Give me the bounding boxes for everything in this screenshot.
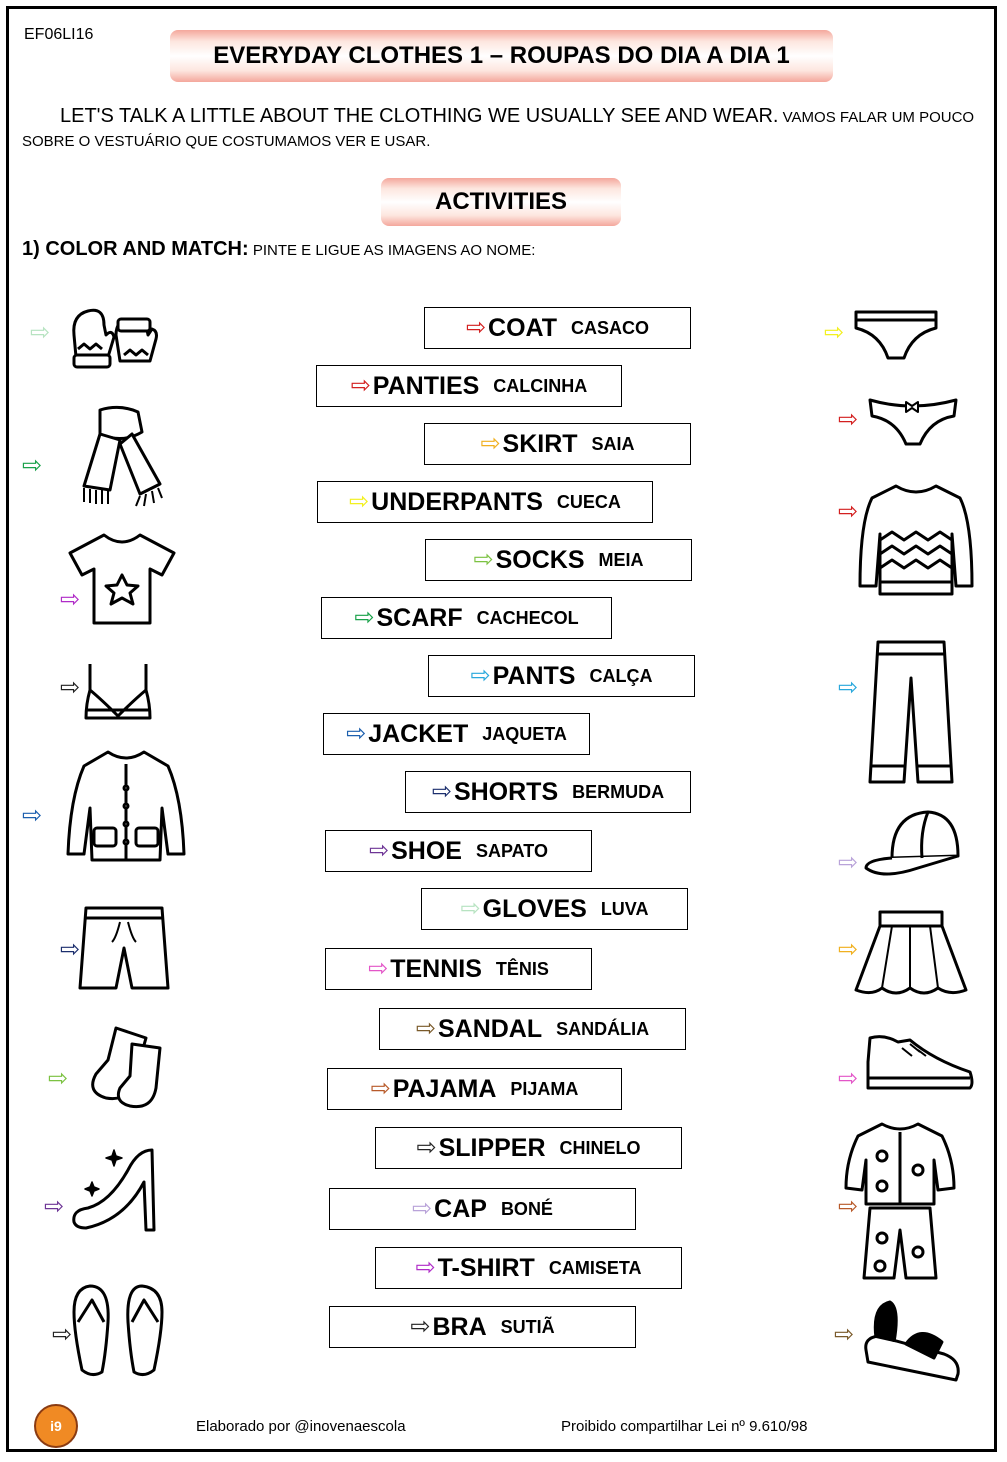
skirt-icon [852, 908, 970, 998]
arrow-icon: ⇨ [349, 488, 370, 515]
arrow-icon: ⇨ [431, 778, 452, 805]
word-english: PANTIES [372, 371, 480, 400]
tshirt-icon [66, 531, 178, 627]
arrow-icon: ⇨ [480, 430, 501, 457]
word-english: CAP [434, 1194, 487, 1223]
underpants-icon [852, 308, 940, 362]
word-box-cap [329, 1188, 636, 1230]
word-box-pants [428, 655, 695, 697]
word-box-pajama [327, 1068, 622, 1110]
cap-icon [862, 808, 962, 884]
word-english: SHORTS [453, 777, 559, 806]
intro-portuguese: VAMOS FALAR UM POUCO SOBRE O VESTUÁRIO QUE COSTUMAMOS VER E USAR. [22, 109, 975, 150]
skill-code: EF06LI16 [24, 26, 94, 43]
word-portuguese: BERMUDA [572, 781, 665, 802]
high-heel-shoe-icon [68, 1142, 160, 1234]
right-arrow-underpants: ⇨ [824, 319, 845, 346]
word-portuguese: CASACO [571, 317, 650, 338]
right-arrow-sandal: ⇨ [834, 1321, 855, 1348]
left-arrow-flipflops: ⇨ [52, 1321, 73, 1348]
word-box-shoe [325, 830, 592, 872]
word-english: SCARF [376, 603, 463, 632]
left-arrow-tshirt: ⇨ [60, 586, 81, 613]
left-arrow-shorts: ⇨ [60, 936, 81, 963]
word-portuguese: CALCINHA [493, 375, 588, 396]
right-arrow-skirt: ⇨ [838, 936, 859, 963]
logo-text: i9 [50, 1418, 62, 1434]
left-arrow-bra: ⇨ [60, 674, 81, 701]
word-box-bra [329, 1306, 636, 1348]
arrow-icon: ⇨ [346, 720, 367, 747]
word-english: SHOE [391, 836, 462, 865]
word-portuguese: SANDÁLIA [556, 1018, 650, 1039]
arrow-icon: ⇨ [473, 546, 494, 573]
arrow-icon: ⇨ [470, 662, 491, 689]
arrow-icon: ⇨ [415, 1015, 436, 1042]
mittens-icon [68, 305, 162, 377]
pants-icon [866, 638, 956, 786]
arrow-icon: ⇨ [410, 1313, 431, 1340]
question-1-instruction: PINTE E LIGUE AS IMAGENS AO NOME: [252, 242, 536, 259]
word-box-tennis [325, 948, 592, 990]
word-english: BRA [432, 1312, 487, 1341]
socks-icon [76, 1024, 164, 1110]
scarf-icon [70, 404, 168, 508]
arrow-icon: ⇨ [369, 837, 390, 864]
word-english: SLIPPER [438, 1133, 546, 1162]
right-arrow-sweater: ⇨ [838, 498, 859, 525]
left-arrow-heel: ⇨ [44, 1193, 65, 1220]
logo-icon [34, 1404, 78, 1448]
sweater-coat-icon [856, 482, 976, 600]
word-portuguese: PIJAMA [510, 1078, 579, 1099]
word-english: GLOVES [482, 894, 587, 923]
right-arrow-panties: ⇨ [838, 406, 859, 433]
question-1-label: 1) COLOR AND MATCH: [22, 238, 249, 260]
word-portuguese: LUVA [600, 898, 649, 919]
footer-copyright-notice: Proibido compartilhar Lei nº 9.610/98 [561, 1418, 808, 1435]
jacket-icon [64, 748, 188, 866]
left-arrow-mittens: ⇨ [30, 319, 51, 346]
word-box-sandal [379, 1008, 686, 1050]
question-1 [22, 238, 535, 261]
footer-credit: Elaborado por @inovenaescola [196, 1418, 406, 1435]
word-english: JACKET [368, 719, 469, 748]
word-portuguese: CHINELO [559, 1137, 641, 1158]
activities-heading: ACTIVITIES [381, 178, 621, 226]
word-english: PANTS [492, 661, 576, 690]
page-title: EVERYDAY CLOTHES 1 – ROUPAS DO DIA A DIA 1 [170, 30, 833, 82]
intro-paragraph [22, 104, 987, 154]
left-arrow-socks: ⇨ [48, 1065, 69, 1092]
bra-icon [82, 660, 154, 724]
sneaker-icon [862, 1032, 976, 1096]
arrow-icon: ⇨ [460, 895, 481, 922]
word-box-skirt [424, 423, 691, 465]
word-box-tshirt [375, 1247, 682, 1289]
word-box-jacket [323, 713, 590, 755]
word-box-coat [424, 307, 691, 349]
right-arrow-cap: ⇨ [838, 849, 859, 876]
word-english: TENNIS [390, 954, 482, 983]
right-arrow-pants: ⇨ [838, 674, 859, 701]
word-english: PAJAMA [392, 1074, 497, 1103]
flip-flops-icon [70, 1282, 166, 1380]
arrow-icon: ⇨ [465, 314, 487, 341]
arrow-icon: ⇨ [354, 604, 375, 631]
word-portuguese: TÊNIS [495, 958, 549, 979]
pajama-icon [842, 1120, 958, 1282]
word-box-shorts [405, 771, 691, 813]
arrow-icon: ⇨ [416, 1134, 437, 1161]
word-english: SKIRT [502, 429, 578, 458]
word-box-slipper [375, 1127, 682, 1169]
word-portuguese: MEIA [598, 549, 644, 570]
word-portuguese: BONÉ [500, 1198, 553, 1219]
word-english: SOCKS [495, 545, 585, 574]
word-english: SANDAL [437, 1014, 543, 1043]
word-portuguese: CALÇA [589, 665, 653, 686]
word-portuguese: CACHECOL [476, 607, 579, 628]
word-english: UNDERPANTS [371, 487, 543, 516]
arrow-icon: ⇨ [368, 955, 389, 982]
arrow-icon: ⇨ [370, 1075, 391, 1102]
left-arrow-jacket: ⇨ [22, 802, 43, 829]
arrow-icon: ⇨ [415, 1254, 436, 1281]
word-box-socks [425, 539, 692, 581]
word-portuguese: SAPATO [475, 840, 548, 861]
word-portuguese: CUECA [556, 491, 621, 512]
right-arrow-pajama: ⇨ [838, 1193, 859, 1220]
left-arrow-scarf: ⇨ [22, 452, 43, 479]
word-english: COAT [488, 313, 558, 342]
word-portuguese: CAMISETA [548, 1257, 642, 1278]
word-portuguese: JAQUETA [482, 723, 567, 744]
panties-icon [866, 394, 960, 448]
arrow-icon: ⇨ [412, 1195, 433, 1222]
word-portuguese: SUTIÃ [500, 1316, 555, 1337]
word-box-panties [316, 365, 622, 407]
shorts-icon [76, 904, 172, 994]
right-arrow-sneaker: ⇨ [838, 1065, 859, 1092]
sandal-icon [860, 1298, 962, 1384]
word-box-gloves [421, 888, 688, 930]
intro-english: LET'S TALK A LITTLE ABOUT THE CLOTHING WE USUALLY SEE AND WEAR. [60, 105, 779, 127]
word-english: T-SHIRT [437, 1253, 535, 1282]
word-box-scarf [321, 597, 612, 639]
word-portuguese: SAIA [591, 433, 635, 454]
word-box-underpants [317, 481, 653, 523]
arrow-icon: ⇨ [350, 372, 371, 399]
